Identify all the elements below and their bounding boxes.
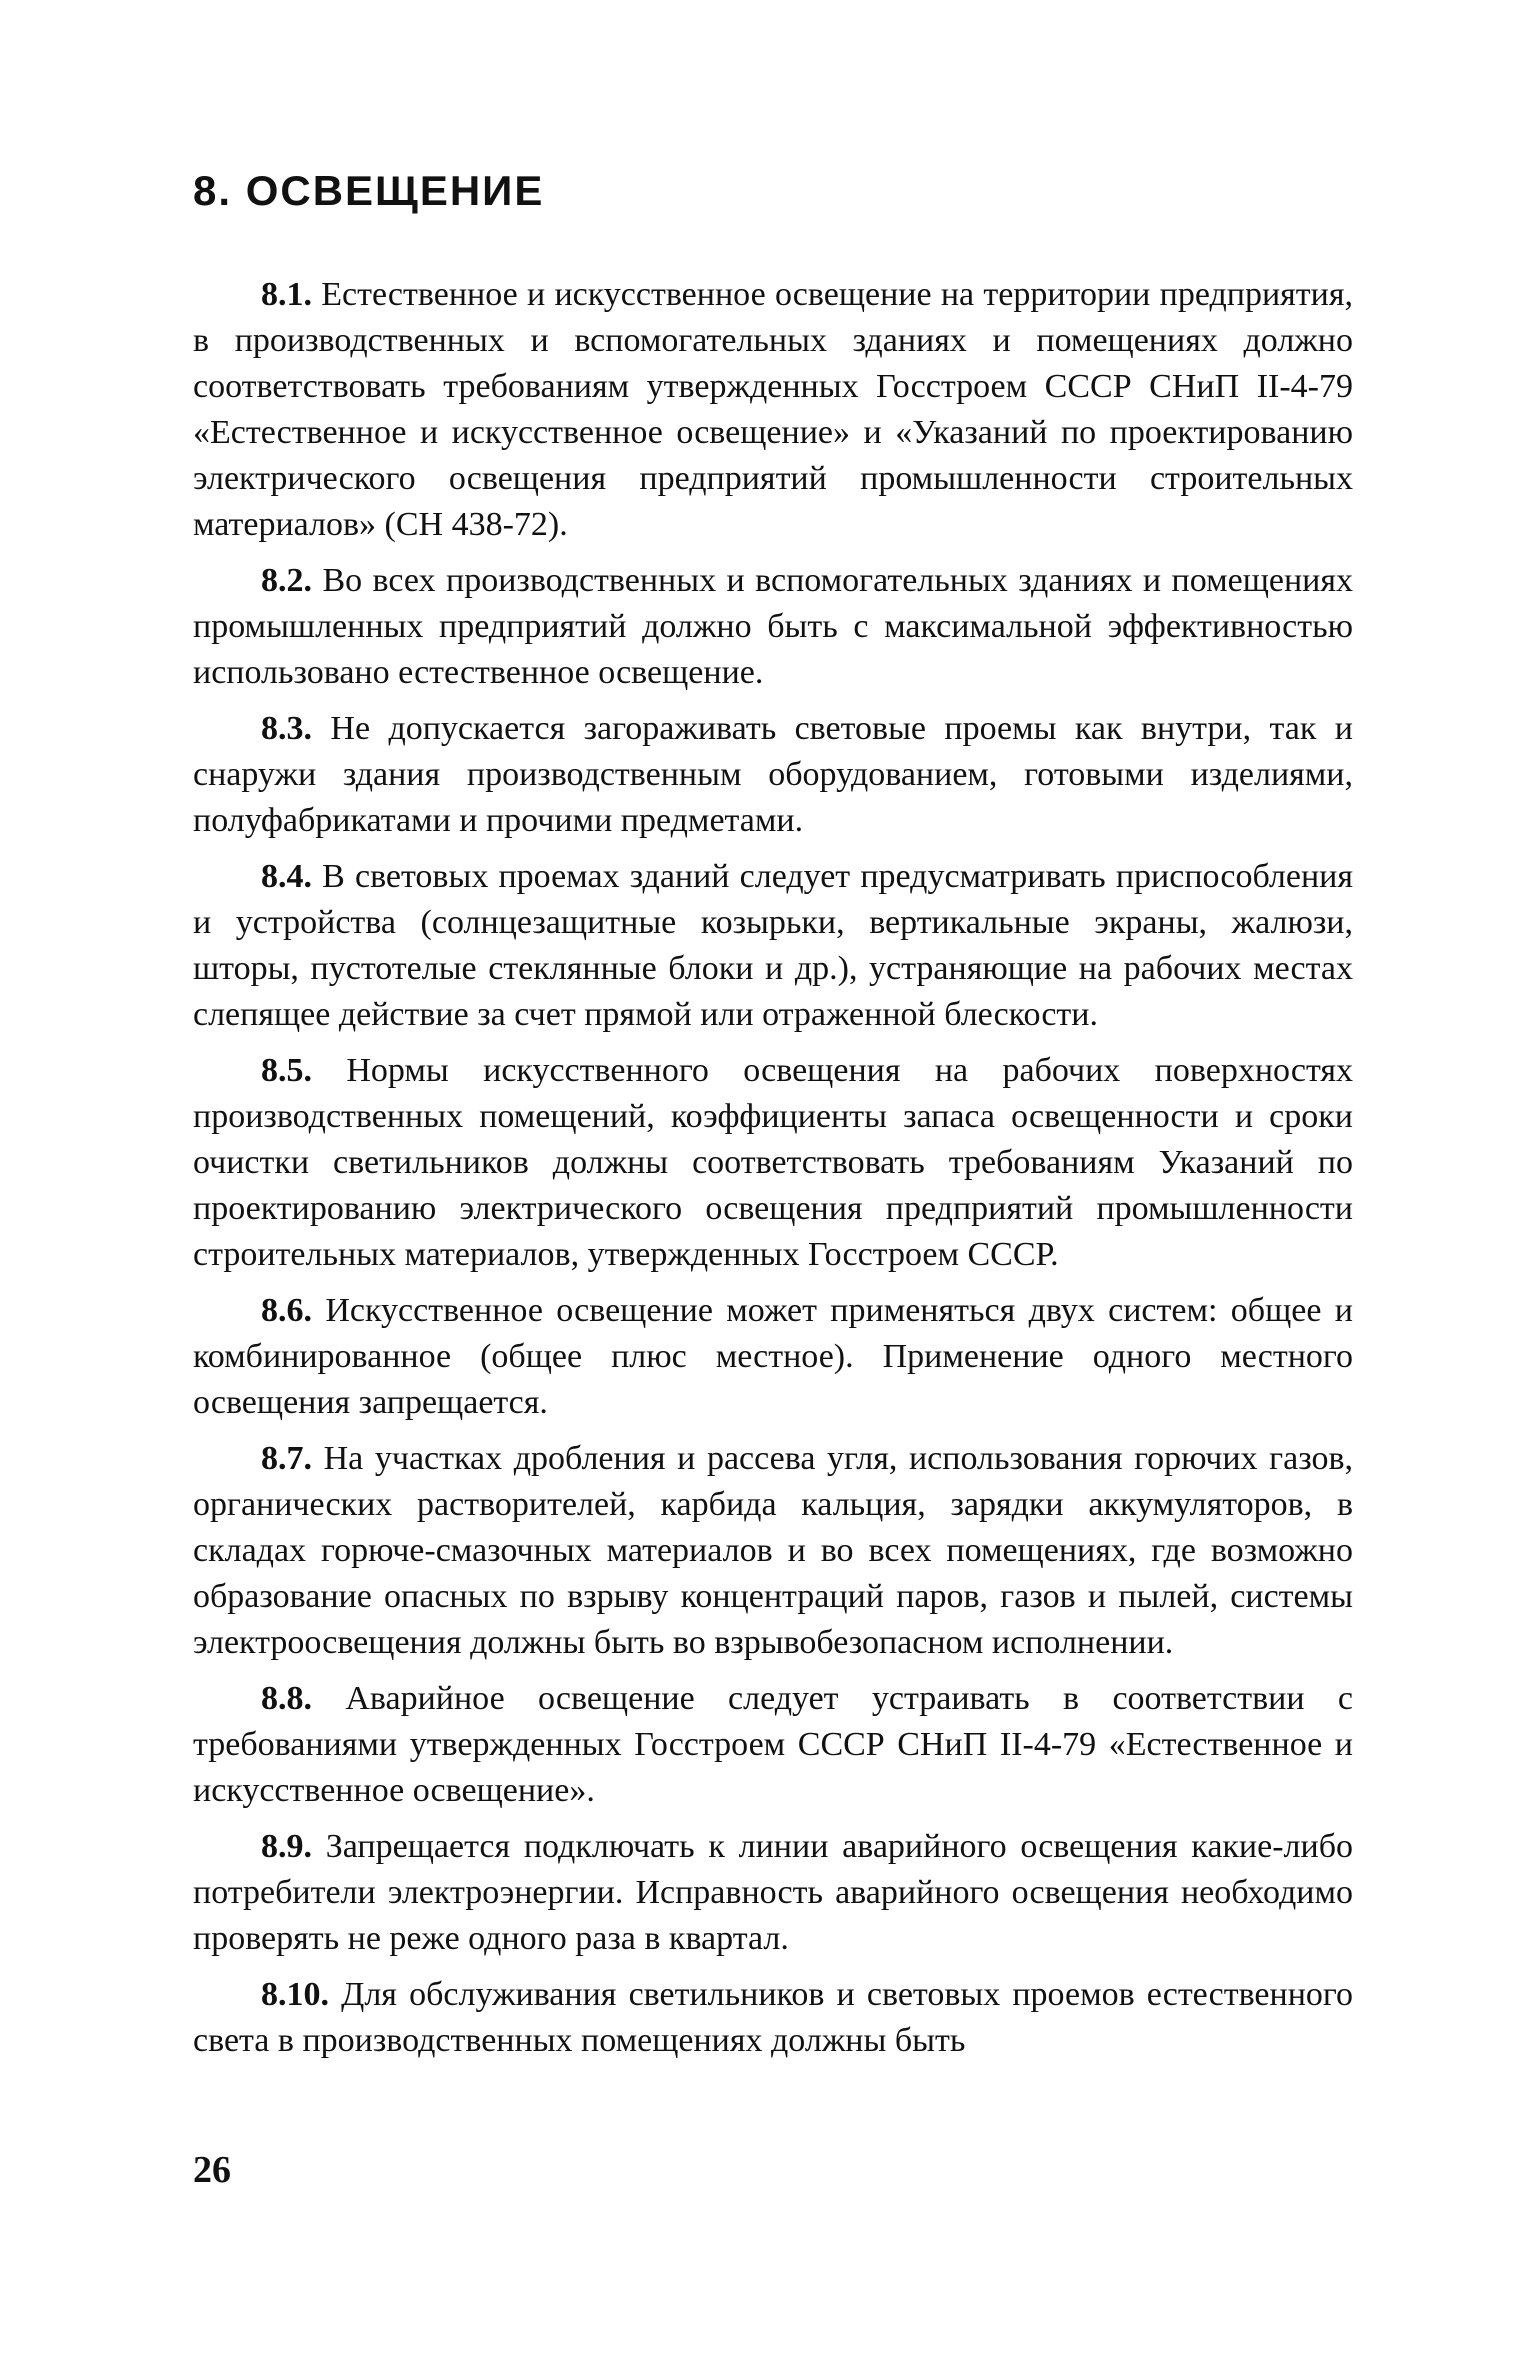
page-number: 26 — [193, 2149, 231, 2191]
paragraph-number: 8.8. — [261, 1680, 312, 1717]
paragraph-text: Искусственное освещение может применяться двух систем: общее и комбинированное (общее плюс местное). Применение одного местного освещения запрещается. — [193, 1292, 1353, 1421]
document-page — [193, 167, 1353, 2074]
paragraph-number: 8.2. — [261, 562, 312, 599]
paragraph-number: 8.9. — [261, 1828, 312, 1865]
paragraph-text: На участках дробления и рассева угля, использования горючих газов, органических растворителей, карбида кальция, зарядки аккумуляторов, в складах горюче-смазочных материалов и во всех помещениях, где возможно образование опасных по взрыву концентраций паров, газов и пылей, системы электроосвещения должны быть во взрывобезопасном исполнении. — [193, 1440, 1353, 1661]
paragraph-text: Запрещается подключать к линии аварийного освещения какие-либо потребители электроэнергии. Исправность аварийного освещения необходимо проверять не реже одного раза в квартал. — [193, 1828, 1353, 1957]
paragraph-8-1 — [193, 272, 1353, 548]
paragraph-number: 8.6. — [261, 1292, 312, 1329]
paragraph-number: 8.4. — [261, 858, 312, 895]
paragraph-number: 8.3. — [261, 710, 312, 747]
paragraph-8-7 — [193, 1436, 1353, 1666]
paragraph-8-10 — [193, 1972, 1353, 2064]
paragraph-text: Естественное и искусственное освещение на территории предприятия, в производственных и вспомогательных зданиях и помещениях должно соответствовать требованиям утвержденных Госстроем СССР СНиП II-4-79 «Естественное и искусственное освещение» и «Указаний по проектированию электрического освещения предприятий промышленности строительных материалов» (СН 438-72). — [193, 276, 1353, 543]
paragraph-number: 8.7. — [261, 1440, 312, 1477]
paragraph-text: Аварийное освещение следует устраивать в соответствии с требованиями утвержденных Госстроем СССР СНиП II-4-79 «Естественное и искусственное освещение». — [193, 1680, 1353, 1809]
paragraph-number: 8.10. — [261, 1976, 329, 2013]
paragraph-8-6 — [193, 1288, 1353, 1426]
paragraph-8-8 — [193, 1676, 1353, 1814]
paragraph-text: Во всех производственных и вспомогательных зданиях и помещениях промышленных предприятий должно быть с максимальной эффективностью использовано естественное освещение. — [193, 562, 1353, 691]
paragraph-text: Для обслуживания светильников и световых проемов естественного света в производственных помещениях должны быть — [193, 1976, 1353, 2059]
paragraph-number: 8.1. — [261, 276, 312, 313]
paragraph-8-5 — [193, 1048, 1353, 1278]
section-heading: 8. ОСВЕЩЕНИЕ — [193, 167, 545, 214]
paragraph-number: 8.5. — [261, 1052, 312, 1089]
paragraph-8-2 — [193, 558, 1353, 696]
paragraph-8-9 — [193, 1824, 1353, 1962]
paragraph-8-3 — [193, 706, 1353, 844]
paragraph-text: Не допускается загораживать световые проемы как внутри, так и снаружи здания производственным оборудованием, готовыми изделиями, полуфабрикатами и прочими предметами. — [193, 710, 1353, 839]
paragraph-8-4 — [193, 854, 1353, 1038]
paragraph-text: В световых проемах зданий следует предусматривать приспособления и устройства (солнцезащитные козырьки, вертикальные экраны, жалюзи, шторы, пустотелые стеклянные блоки и др.), устраняющие на рабочих местах слепящее действие за счет прямой или отраженной блескости. — [193, 858, 1353, 1033]
paragraph-text: Нормы искусственного освещения на рабочих поверхностях производственных помещений, коэффициенты запаса освещенности и сроки очистки светильников должны соответствовать требованиям Указаний по проектированию электрического освещения предприятий промышленности строительных материалов, утвержденных Госстроем СССР. — [193, 1052, 1353, 1273]
